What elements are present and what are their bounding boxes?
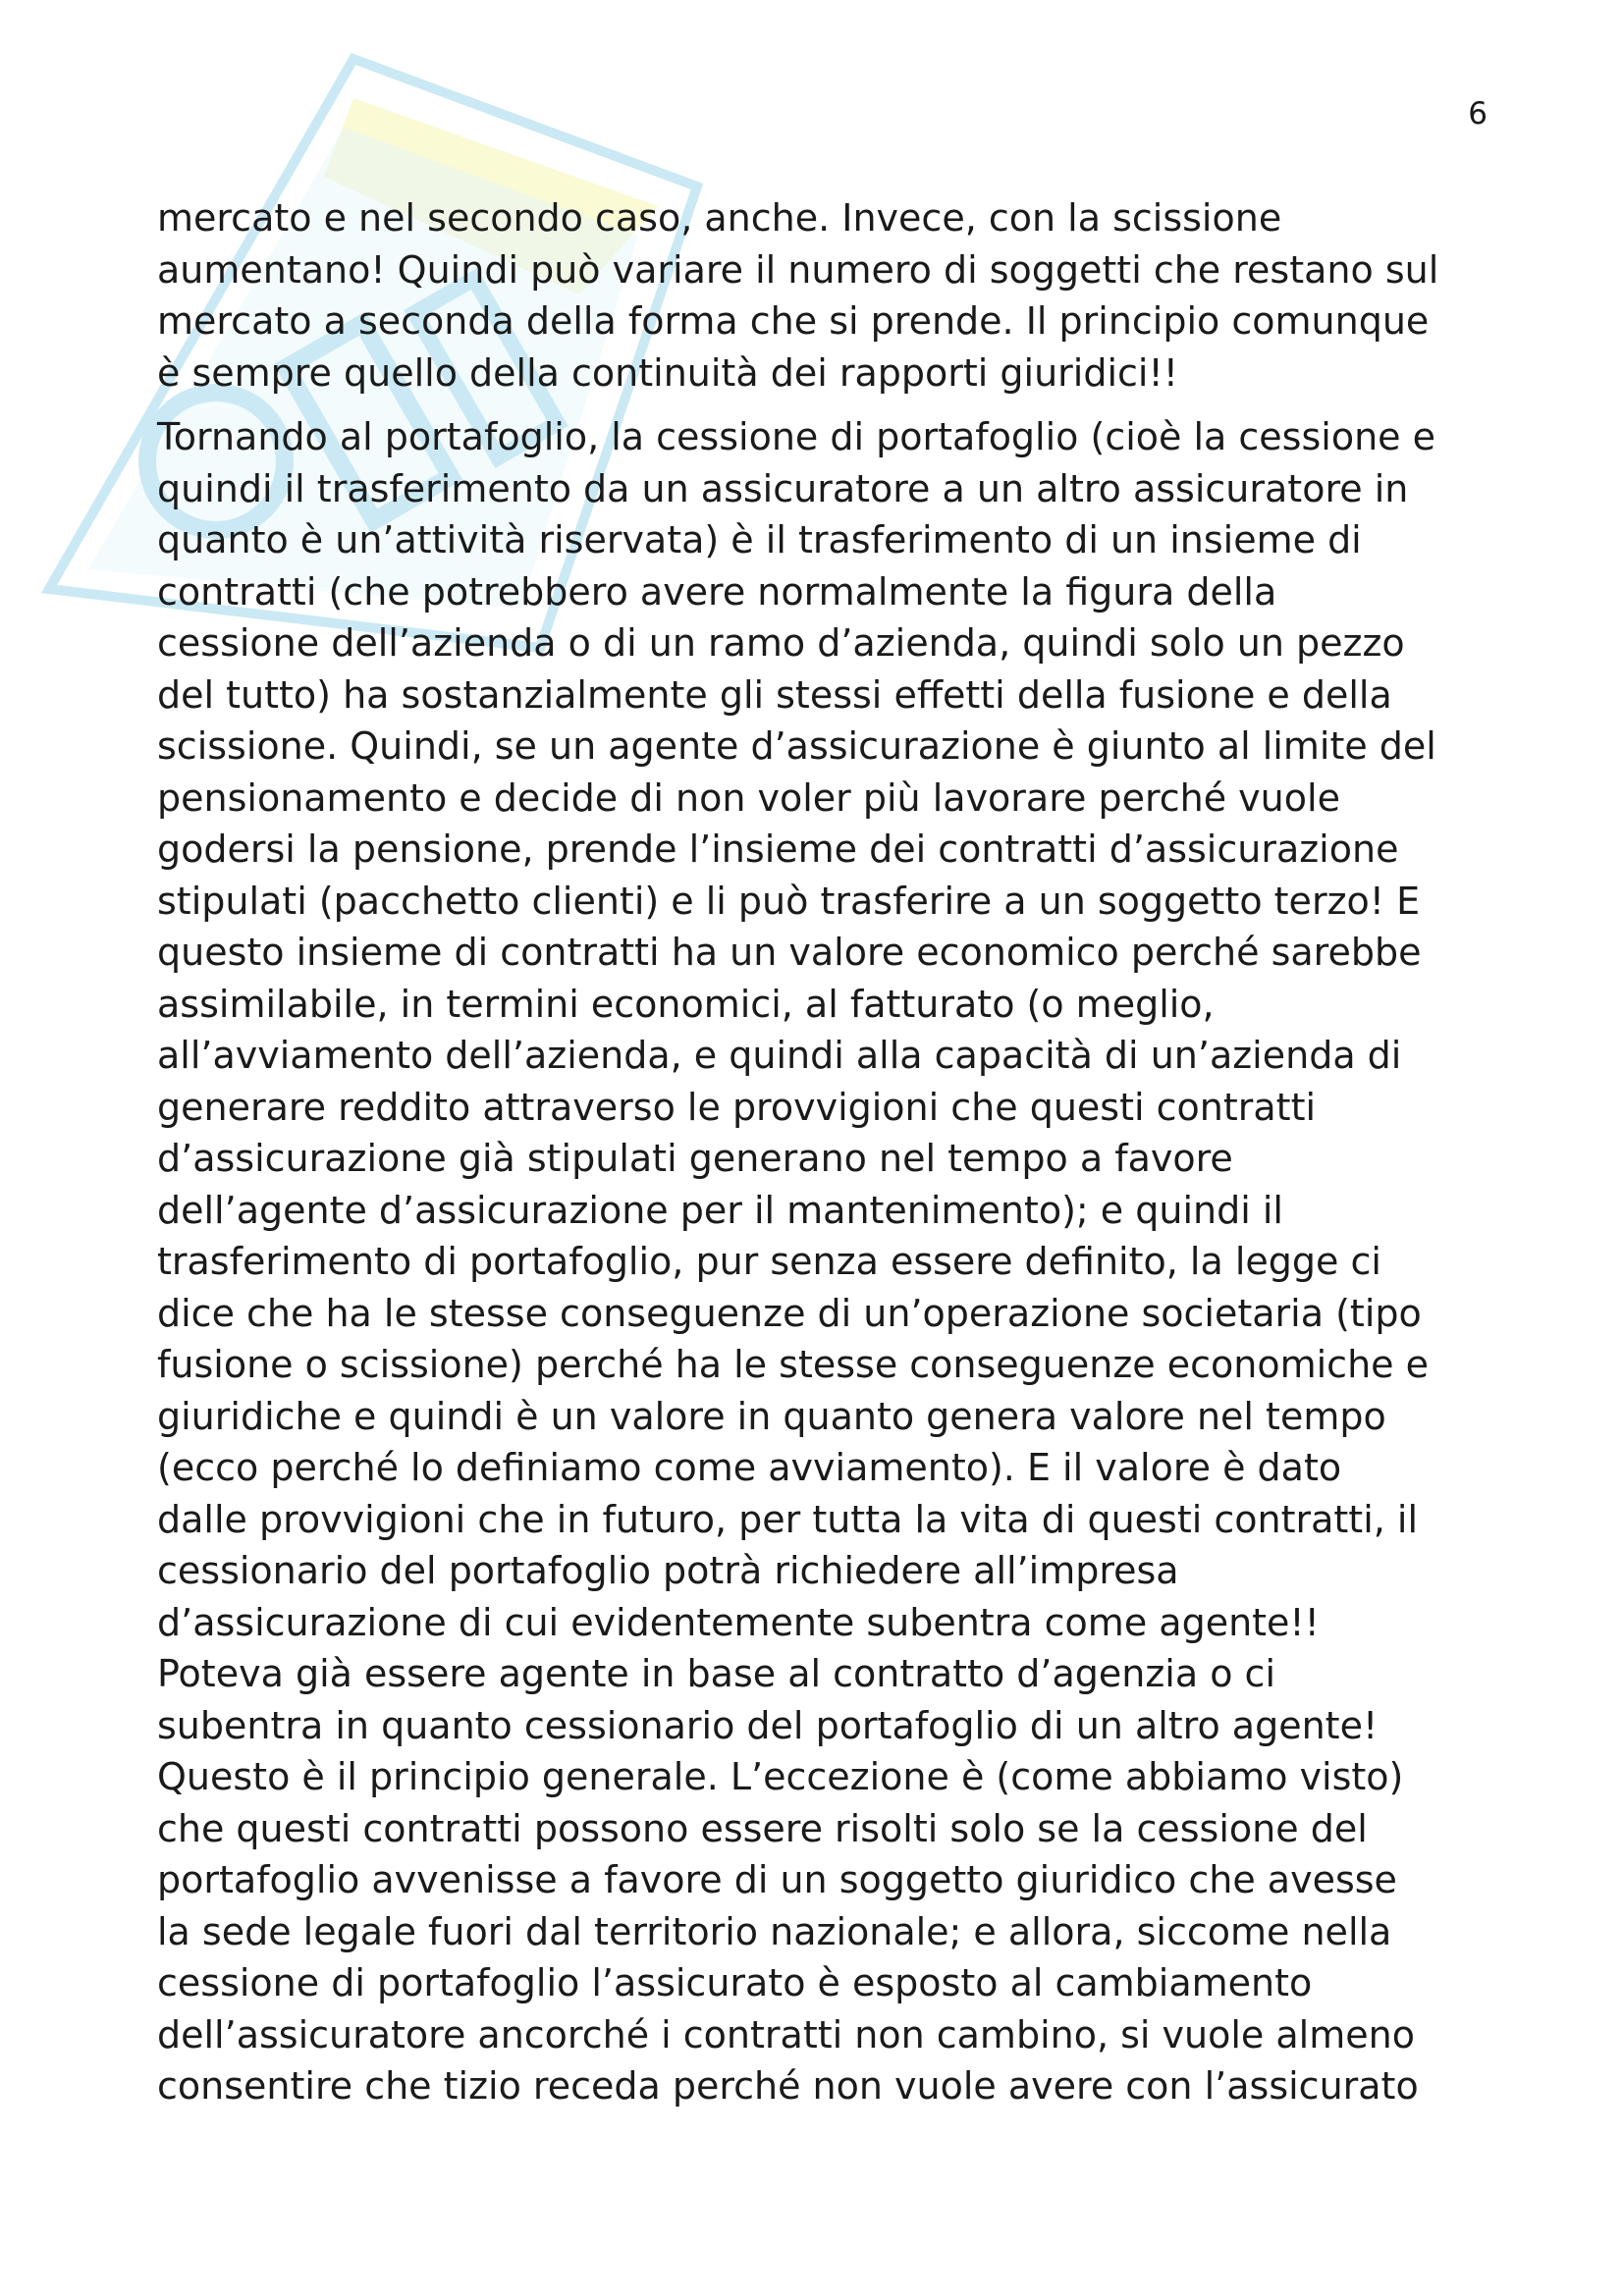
text-line: Tornando al portafoglio, la cessione di portafoglio (cioè la cessione e: [157, 415, 1436, 458]
text-line: dell’assicuratore ancorché i contratti non cambino, si vuole almeno: [157, 2012, 1415, 2056]
text-line: stipulati (pacchetto clienti) e li può trasferire a un soggetto terzo! E: [157, 879, 1421, 923]
text-line: assimilabile, in termini economici, al fatturato (o meglio,: [157, 982, 1215, 1026]
text-line: trasferimento di portafoglio, pur senza essere definito, la legge ci: [157, 1240, 1381, 1283]
text-line: portafoglio avvenisse a favore di un soggetto giuridico che avesse: [157, 1858, 1397, 1901]
text-line: cessione di portafoglio l’assicurato è esposto al cambiamento: [157, 1961, 1313, 2004]
text-line: dice che ha le stesse conseguenze di un’operazione societaria (tipo: [157, 1291, 1422, 1335]
text-line: dell’agente d’assicurazione per il mantenimento); e quindi il: [157, 1188, 1283, 1232]
text-line: pensionamento e decide di non voler più lavorare perché vuole: [157, 775, 1340, 820]
text-line: generare reddito attraverso le provvigioni che questi contratti: [157, 1085, 1317, 1129]
text-line: la sede legale fuori dal territorio nazionale; e allora, siccome nella: [157, 1909, 1392, 1953]
text-line: che questi contratti possono essere risolti solo se la cessione del: [157, 1806, 1368, 1850]
paragraph-1: [157, 192, 1492, 399]
text-line: del tutto) ha sostanzialmente gli stessi effetti della fusione e della: [157, 672, 1392, 717]
text-line: quindi il trasferimento da un assicuratore a un altro assicuratore in: [157, 466, 1409, 510]
text-line: mercato e nel secondo caso, anche. Invece, con la scissione: [157, 196, 1282, 240]
text-line: quanto è un’attività riservata) è il trasferimento di un insieme di: [157, 518, 1362, 561]
text-line: aumentano! Quindi può variare il numero di soggetti che restano sul: [157, 247, 1439, 292]
paragraph-2: [157, 411, 1492, 2112]
page-number: 6: [1468, 96, 1488, 132]
text-line: all’avviamento dell’azienda, e quindi alla capacità di un’azienda di: [157, 1034, 1402, 1077]
text-line: cessionario del portafoglio potrà richiedere all’impresa: [157, 1549, 1179, 1592]
text-body: [157, 192, 1492, 2112]
text-line: subentra in quanto cessionario del portafoglio di un altro agente!: [157, 1703, 1379, 1747]
text-line: consentire che tizio receda perché non vuole avere con l’assicurato: [157, 2064, 1419, 2108]
text-line: (ecco perché lo definiamo come avviamento). E il valore è dato: [157, 1446, 1342, 1489]
text-line: godersi la pensione, prende l’insieme dei contratti d’assicurazione: [157, 828, 1399, 871]
text-line: contratti (che potrebbero avere normalmente la figura della: [157, 569, 1277, 614]
text-line: è sempre quello della continuità dei rapporti giuridici!!: [157, 350, 1178, 395]
text-line: fusione o scissione) perché ha le stesse conseguenze economiche e: [157, 1343, 1429, 1386]
text-line: Questo è il principio generale. L’eccezione è (come abbiamo visto): [157, 1755, 1404, 1798]
text-line: Poteva già essere agente in base al contratto d’agenzia o ci: [157, 1652, 1275, 1695]
text-line: dalle provvigioni che in futuro, per tutta la vita di questi contratti, il: [157, 1497, 1419, 1541]
text-line: cessione dell’azienda o di un ramo d’azienda, quindi solo un pezzo: [157, 621, 1405, 665]
text-line: questo insieme di contratti ha un valore economico perché sarebbe: [157, 931, 1422, 974]
text-line: scissione. Quindi, se un agente d’assicurazione è giunto al limite del: [157, 724, 1436, 768]
text-line: d’assicurazione di cui evidentemente subentra come agente!!: [157, 1600, 1320, 1644]
text-line: mercato a seconda della forma che si prende. Il principio comunque: [157, 299, 1430, 343]
text-line: giuridiche e quindi è un valore in quanto genera valore nel tempo: [157, 1394, 1386, 1438]
text-line: d’assicurazione già stipulati generano nel tempo a favore: [157, 1137, 1233, 1180]
